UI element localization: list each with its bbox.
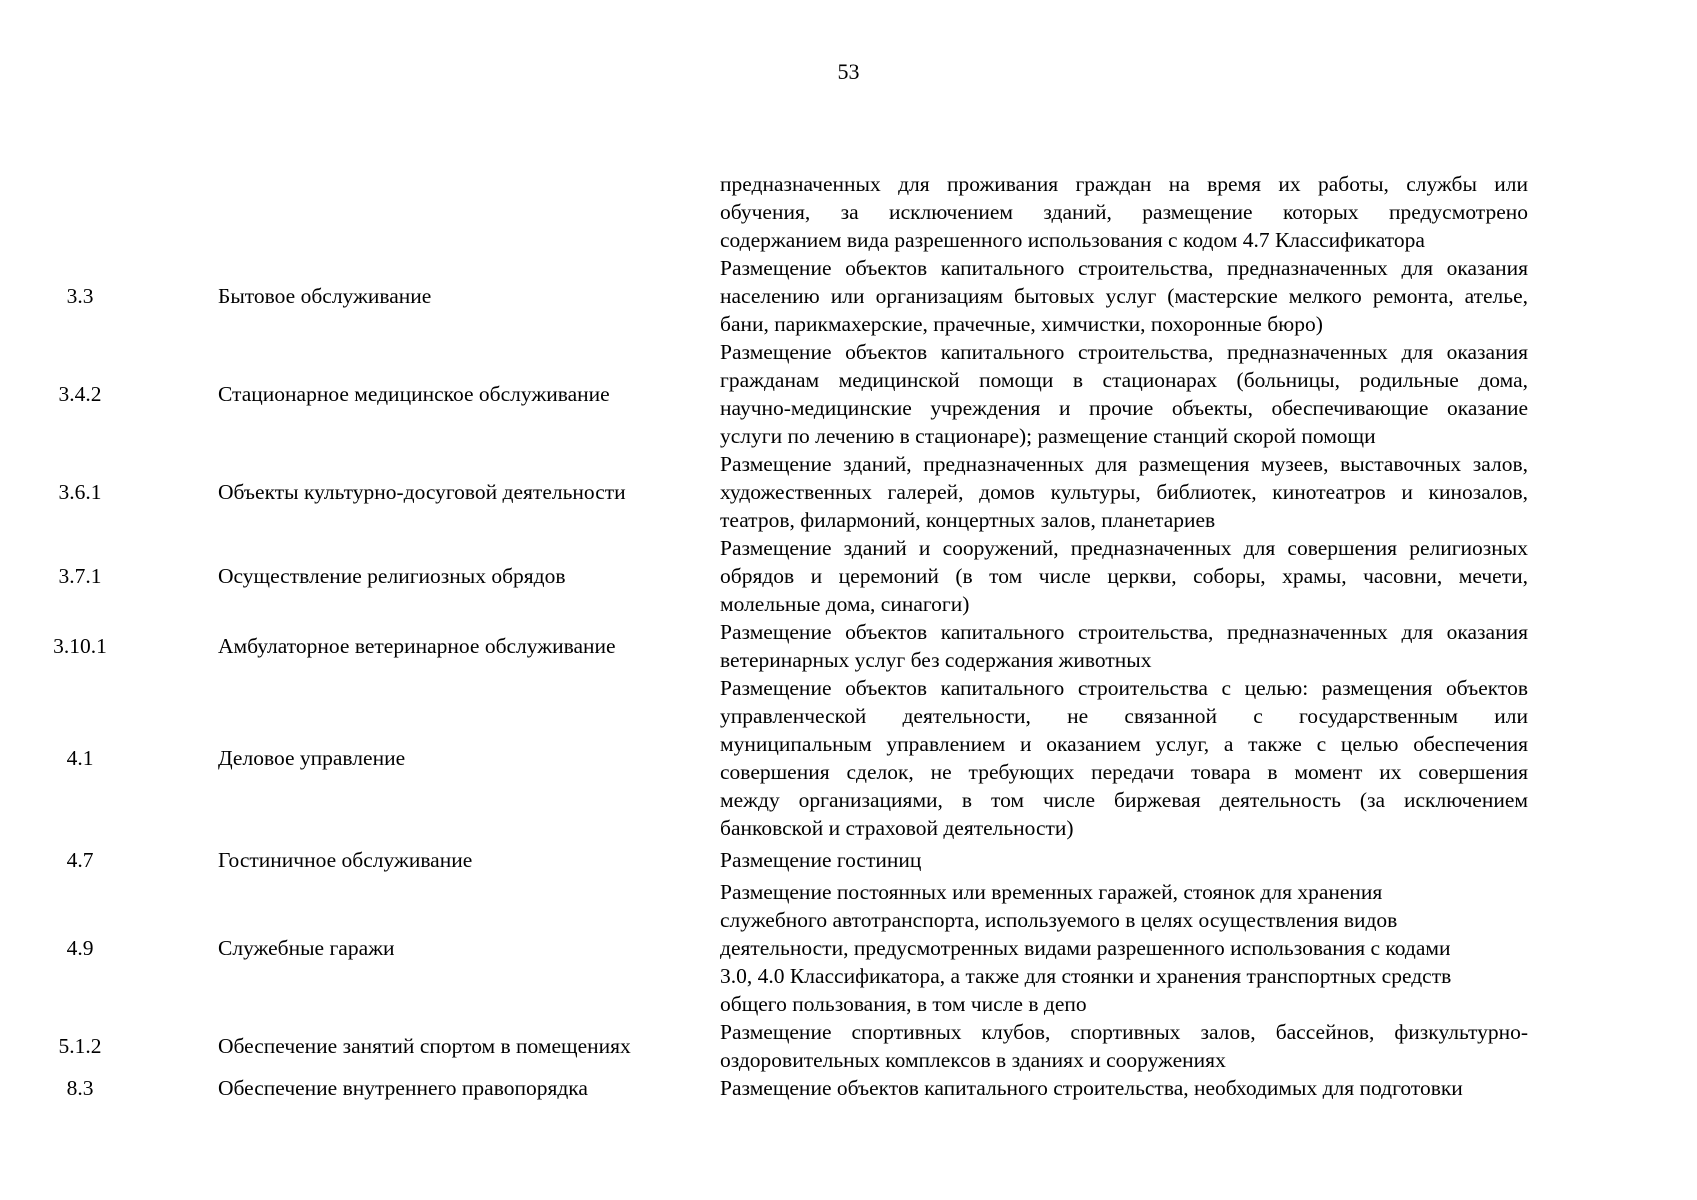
table-rows <box>0 254 1697 1102</box>
description-line: Размещение спортивных клубов, спортивных залов, бассейнов, физкультурно- <box>720 1020 1528 1044</box>
row-code: 3.10.1 <box>53 634 107 658</box>
table-row <box>0 338 1697 450</box>
table-row <box>0 1074 1697 1102</box>
table-row <box>0 618 1697 674</box>
description-line: молельные дома, синагоги) <box>720 592 970 616</box>
table-row <box>0 450 1697 534</box>
row-code: 8.3 <box>66 1076 94 1100</box>
row-description <box>660 534 1528 618</box>
row-description <box>660 618 1528 674</box>
row-code: 3.4.2 <box>58 382 102 406</box>
description-line: Размещение постоянных или временных гаражей, стоянок для хранения <box>720 880 1383 904</box>
row-description <box>660 170 1528 254</box>
row-name: Деловое управление <box>218 746 406 770</box>
description-line: Размещение гостиниц <box>720 848 922 872</box>
description-line: муниципальным управлением и оказанием услуг, а также с целью обеспечения <box>720 732 1528 756</box>
description-line: деятельности, предусмотренных видами разрешенного использования с кодами <box>720 936 1451 960</box>
row-name: Бытовое обслуживание <box>218 284 432 308</box>
row-description <box>660 674 1528 842</box>
description-line: художественных галерей, домов культуры, библиотек, кинотеатров и кинозалов, <box>720 480 1528 504</box>
description-line: Размещение зданий и сооружений, предназначенных для совершения религиозных <box>720 536 1528 560</box>
row-name: Служебные гаражи <box>218 936 395 960</box>
description-line: театров, филармоний, концертных залов, планетариев <box>720 508 1216 532</box>
description-line: ветеринарных услуг без содержания животных <box>720 648 1152 672</box>
row-description <box>660 1074 1528 1102</box>
row-code: 4.1 <box>66 746 94 770</box>
row-name: Осуществление религиозных обрядов <box>218 564 566 588</box>
description-line: бани, парикмахерские, прачечные, химчистки, похоронные бюро) <box>720 312 1323 336</box>
row-name: Гостиничное обслуживание <box>218 848 473 872</box>
description-line: содержанием вида разрешенного использования с кодом 4.7 Классификатора <box>720 228 1425 252</box>
page-number: 53 <box>837 59 860 84</box>
row-description <box>660 450 1528 534</box>
table-row <box>0 846 1697 874</box>
description-line: оздоровительных комплексов в зданиях и сооружениях <box>720 1048 1226 1072</box>
description-line: Размещение объектов капитального строительства, необходимых для подготовки <box>720 1076 1463 1100</box>
row-code: 3.3 <box>66 284 94 308</box>
description-line: Размещение зданий, предназначенных для размещения музеев, выставочных залов, <box>720 452 1528 476</box>
description-line: совершения сделок, не требующих передачи товара в момент их совершения <box>720 760 1528 784</box>
row-description <box>660 254 1528 338</box>
description-line: между организациями, в том числе биржевая деятельность (за исключением <box>720 788 1528 812</box>
description-line: общего пользования, в том числе в депо <box>720 992 1087 1016</box>
description-line: 3.0, 4.0 Классификатора, а также для стоянки и хранения транспортных средств <box>720 964 1452 988</box>
description-line: обучения, за исключением зданий, размещение которых предусмотрено <box>720 200 1528 224</box>
row-description <box>660 846 1528 874</box>
table-row <box>0 254 1697 338</box>
description-line: Размещение объектов капитального строительства с целью: размещения объектов <box>720 676 1528 700</box>
description-line: услуги по лечению в стационаре); размещение станций скорой помощи <box>720 424 1376 448</box>
description-line: научно-медицинские учреждения и прочие объекты, обеспечивающие оказание <box>720 396 1528 420</box>
description-line: предназначенных для проживания граждан на время их работы, службы или <box>720 172 1528 196</box>
row-name: Объекты культурно-досуговой деятельности <box>218 480 626 504</box>
row-name: Обеспечение внутреннего правопорядка <box>218 1076 588 1100</box>
row-code: 4.9 <box>66 936 94 960</box>
description-line: управленческой деятельности, не связанной с государственным или <box>720 704 1528 728</box>
table-row <box>0 1018 1697 1074</box>
description-line: Размещение объектов капитального строительства, предназначенных для оказания <box>720 340 1528 364</box>
table-row <box>0 878 1697 1018</box>
description-line: населению или организациям бытовых услуг (мастерские мелкого ремонта, ателье, <box>720 284 1528 308</box>
description-line: банковской и страховой деятельности) <box>720 816 1074 840</box>
description-line: гражданам медицинской помощи в стационарах (больницы, родильные дома, <box>720 368 1528 392</box>
row-code: 5.1.2 <box>58 1034 102 1058</box>
row-name: Обеспечение занятий спортом в помещениях <box>218 1034 631 1058</box>
row-code: 3.7.1 <box>58 564 102 588</box>
row-name: Стационарное медицинское обслуживание <box>218 382 610 406</box>
row-description <box>660 878 1528 1018</box>
description-line: служебного автотранспорта, используемого в целях осуществления видов <box>720 908 1398 932</box>
table-row <box>0 534 1697 618</box>
classifier-table <box>0 170 1697 1102</box>
description-line: обрядов и церемоний (в том числе церкви, соборы, храмы, часовни, мечети, <box>720 564 1528 588</box>
description-line: Размещение объектов капитального строительства, предназначенных для оказания <box>720 256 1528 280</box>
description-line: Размещение объектов капитального строительства, предназначенных для оказания <box>720 620 1528 644</box>
row-description <box>660 1018 1528 1074</box>
row-code: 4.7 <box>66 848 94 872</box>
row-name: Амбулаторное ветеринарное обслуживание <box>218 634 616 658</box>
table-row <box>0 674 1697 842</box>
row-description <box>660 338 1528 450</box>
row-code: 3.6.1 <box>58 480 102 504</box>
continuation-row <box>0 170 1697 254</box>
